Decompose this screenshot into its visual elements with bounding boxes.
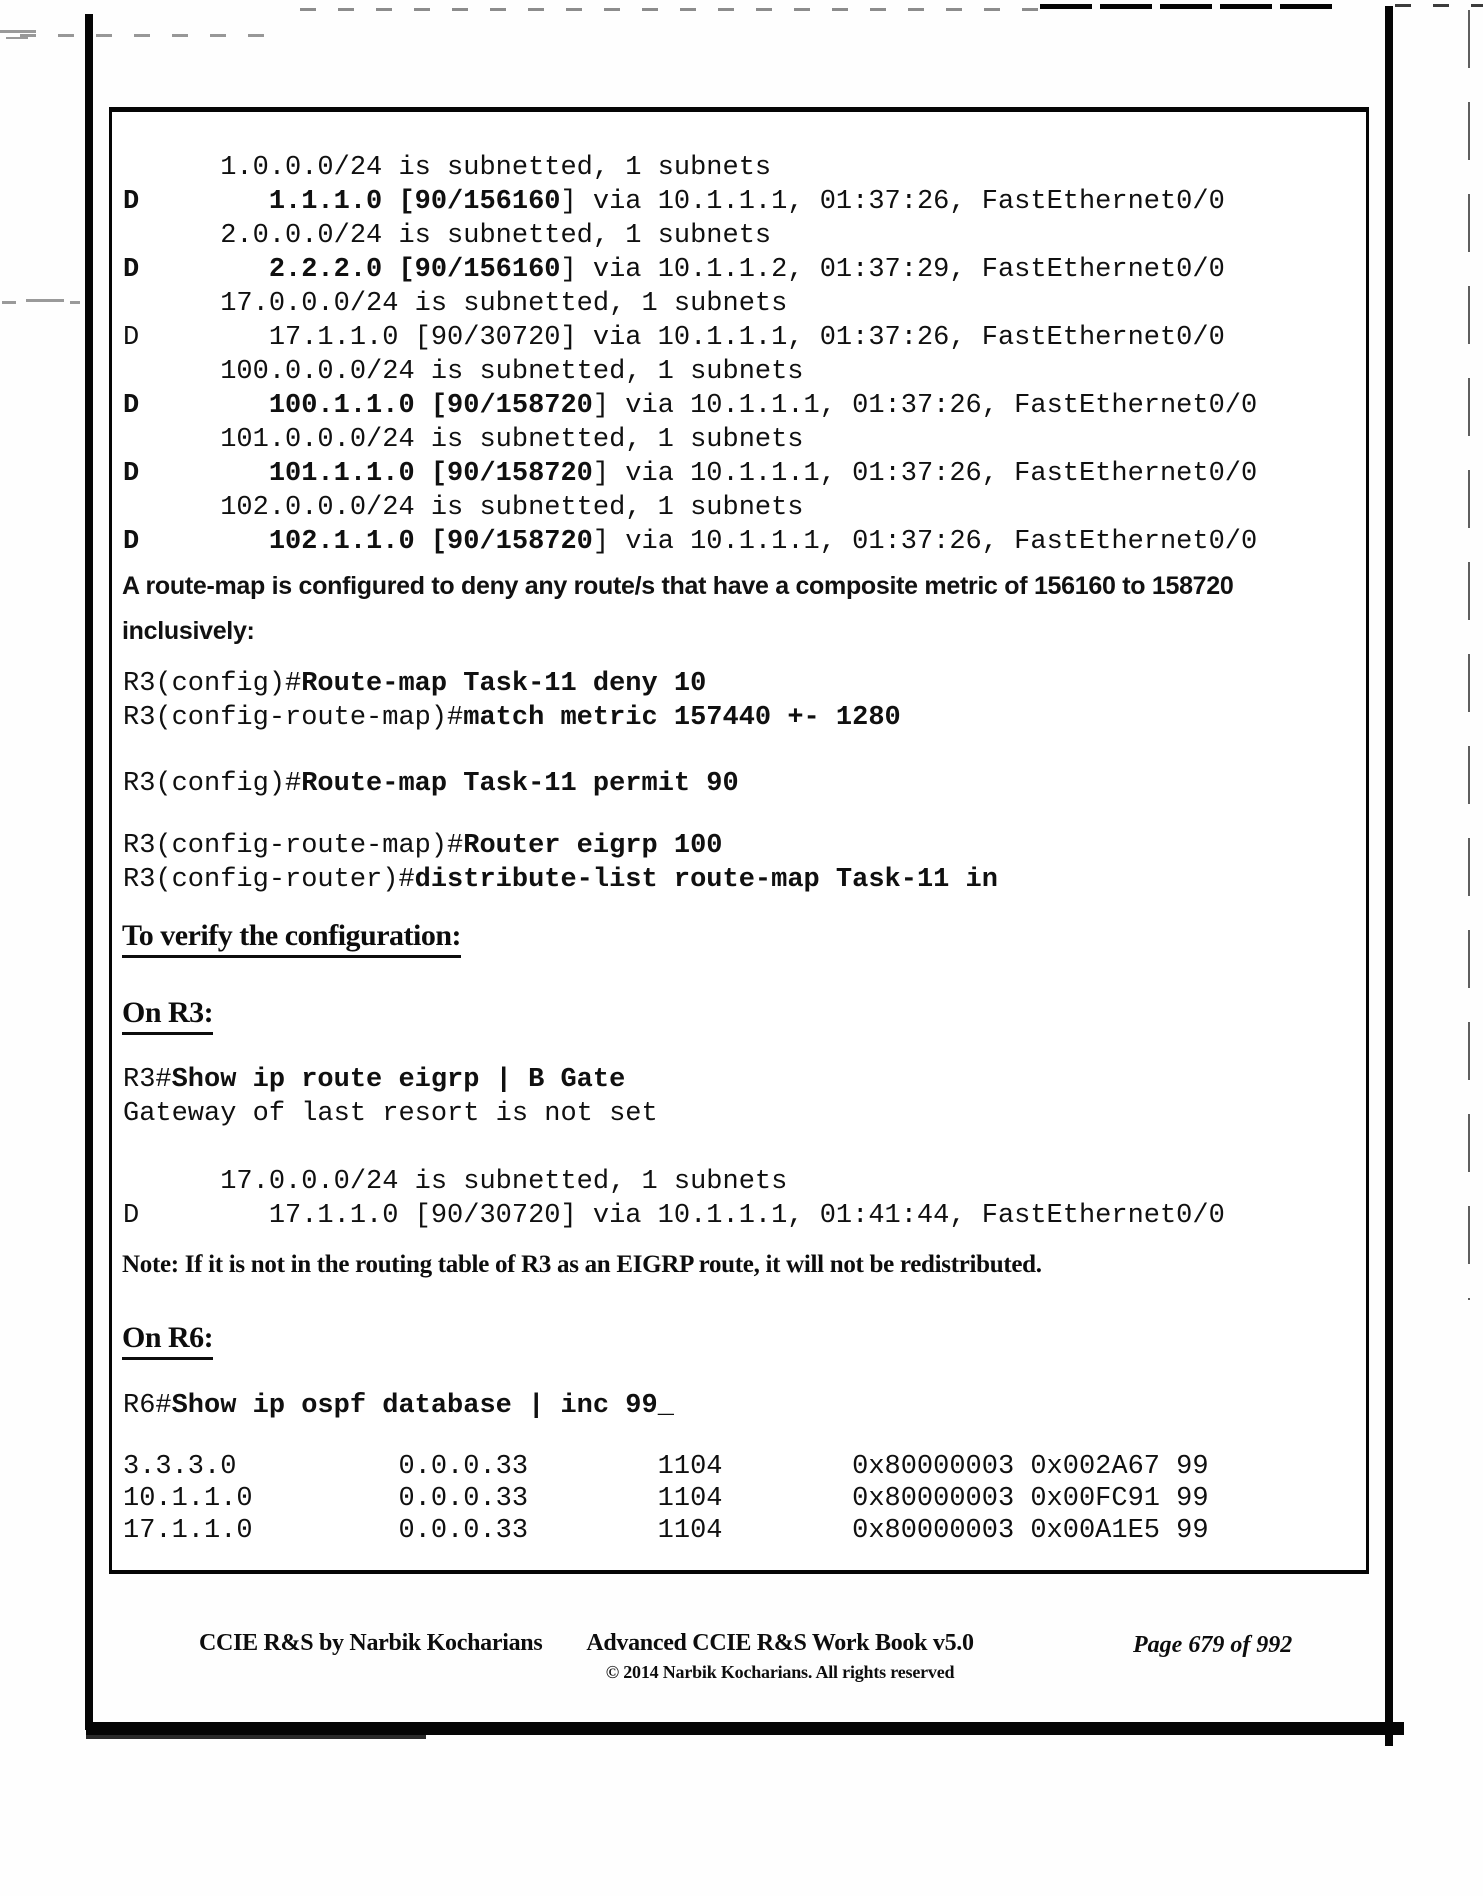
content-border-box bbox=[109, 107, 1369, 1574]
console-text: D 17.1.1.0 [90/30720] via 10.1.1.1, 01:41:44, FastEthernet0/0 bbox=[123, 1201, 1225, 1231]
console-text-bold: Show ip ospf database | inc 99 bbox=[171, 1391, 658, 1421]
console-text-bold: Route-map Task-11 permit 90 bbox=[301, 769, 739, 799]
console-text-bold: D 100.1.1.0 [90/158720 bbox=[123, 391, 593, 421]
console-block-r3-verify bbox=[123, 1063, 1362, 1233]
console-text: ] via 10.1.1.1, 01:37:26, FastEthernet0/0 bbox=[592, 459, 1258, 489]
scan-artifact-top-dashed-line bbox=[300, 8, 1060, 11]
scan-artifact-corner-mark bbox=[0, 30, 36, 33]
console-text: R6# bbox=[123, 1391, 172, 1421]
console-text: 10.1.1.0 0.0.0.33 1104 0x80000003 0x00FC91 99 bbox=[123, 1484, 1209, 1514]
console-line bbox=[123, 185, 1362, 219]
console-line bbox=[123, 253, 1362, 287]
footer-copyright: © 2014 Narbik Kocharians. All rights reserved bbox=[605, 1662, 955, 1682]
on-r3-heading bbox=[122, 996, 213, 1030]
left-page-rule bbox=[85, 14, 93, 1730]
right-edge-dashed-line bbox=[1468, 10, 1470, 1300]
console-line bbox=[123, 1483, 1362, 1515]
console-text: ] via 10.1.1.1, 01:37:26, FastEthernet0/0 bbox=[592, 391, 1258, 421]
right-page-rule bbox=[1385, 6, 1393, 1746]
console-text: 1.0.0.0/24 is subnetted, 1 subnets bbox=[123, 153, 772, 183]
intro-paragraph-line2: inclusively: bbox=[122, 617, 255, 645]
on-r6-heading bbox=[122, 1321, 213, 1355]
console-line bbox=[123, 1515, 1362, 1547]
console-text: 100.0.0.0/24 is subnetted, 1 subnets bbox=[123, 357, 804, 387]
console-text: 3.3.3.0 0.0.0.33 1104 0x80000003 0x002A67 99 bbox=[123, 1452, 1209, 1482]
console-line bbox=[123, 219, 1362, 253]
console-text: R3(config-route-map)# bbox=[123, 831, 464, 861]
console-text: R3(config)# bbox=[123, 769, 302, 799]
console-text: R3(config-router)# bbox=[123, 865, 415, 895]
scan-artifact-top-left-dashes bbox=[20, 34, 280, 37]
intro-paragraph bbox=[122, 564, 1234, 654]
scan-artifact-corner-mark2 bbox=[6, 37, 28, 39]
console-line bbox=[123, 701, 1362, 735]
console-text: 102.0.0.0/24 is subnetted, 1 subnets bbox=[123, 493, 804, 523]
footer-center bbox=[560, 1630, 1000, 1683]
console-text: 17.0.0.0/24 is subnetted, 1 subnets bbox=[123, 289, 788, 319]
console-text-bold: D 102.1.1.0 [90/158720 bbox=[123, 527, 593, 557]
console-text-bold: D 2.2.2.0 [90/156160 bbox=[123, 255, 561, 285]
console-line bbox=[123, 355, 1362, 389]
console-line bbox=[123, 1199, 1362, 1233]
console-text-bold: Show ip route eigrp | B Gate bbox=[171, 1065, 626, 1095]
scan-artifact-left-dash1 bbox=[2, 301, 16, 304]
console-text-bold: Router eigrp 100 bbox=[463, 831, 723, 861]
console-line bbox=[123, 1131, 1362, 1165]
console-line bbox=[123, 1389, 1362, 1423]
on-r3-heading-text: On R3: bbox=[122, 996, 213, 1035]
scan-artifact-top-right-dashes bbox=[1395, 4, 1483, 7]
bottom-page-rule bbox=[86, 1722, 1404, 1735]
intro-paragraph-line1: A route-map is configured to deny any route/s that have a composite metric of 156160 to 158720 bbox=[122, 572, 1234, 600]
console-text: D 17.1.1.0 [90/30720] via 10.1.1.1, 01:37:26, FastEthernet0/0 bbox=[123, 323, 1225, 353]
console-text: R3# bbox=[123, 1065, 172, 1095]
console-line bbox=[123, 457, 1362, 491]
console-text-bold: D 101.1.1.0 [90/158720 bbox=[123, 459, 593, 489]
console-text: Gateway of last resort is not set bbox=[123, 1099, 658, 1129]
console-block-r6-command bbox=[123, 1389, 1362, 1423]
console-line bbox=[123, 321, 1362, 355]
footer-book-title: Advanced CCIE R&S Work Book v5.0 bbox=[586, 1630, 974, 1656]
console-line bbox=[123, 1451, 1362, 1483]
console-line bbox=[123, 423, 1362, 457]
console-line bbox=[123, 1063, 1362, 1097]
console-text: ] via 10.1.1.2, 01:37:29, FastEthernet0/0 bbox=[560, 255, 1225, 285]
console-block-ospf-database bbox=[123, 1451, 1362, 1547]
console-text-bold: distribute-list route-map Task-11 in bbox=[414, 865, 998, 895]
footer-page-number: Page 679 of 992 bbox=[1133, 1632, 1293, 1658]
footer-author: CCIE R&S by Narbik Kocharians bbox=[199, 1630, 543, 1656]
console-text: R3(config-route-map)# bbox=[123, 703, 464, 733]
console-block-routemap-permit bbox=[123, 767, 1362, 801]
console-line bbox=[123, 287, 1362, 321]
console-line bbox=[123, 1097, 1362, 1131]
bottom-page-rule-tail bbox=[86, 1735, 426, 1739]
console-line bbox=[123, 767, 1362, 801]
console-text: ] via 10.1.1.1, 01:37:26, FastEthernet0/0 bbox=[592, 527, 1258, 557]
console-line bbox=[123, 829, 1362, 863]
console-text: 2.0.0.0/24 is subnetted, 1 subnets bbox=[123, 221, 772, 251]
console-line bbox=[123, 151, 1362, 185]
console-text-bold: D 1.1.1.0 [90/156160 bbox=[123, 187, 561, 217]
console-text: 17.0.0.0/24 is subnetted, 1 subnets bbox=[123, 1167, 788, 1197]
scan-artifact-left-dash2 bbox=[26, 299, 64, 302]
verify-heading bbox=[122, 919, 461, 953]
console-block-routemap-deny bbox=[123, 667, 1362, 735]
console-line bbox=[123, 525, 1362, 559]
console-text-bold: match metric 157440 +- 1280 bbox=[463, 703, 901, 733]
console-line bbox=[123, 667, 1362, 701]
console-text-bold: Route-map Task-11 deny 10 bbox=[301, 669, 707, 699]
console-block-routing-table bbox=[123, 151, 1362, 559]
on-r6-heading-text: On R6: bbox=[122, 1321, 213, 1360]
console-line bbox=[123, 1165, 1362, 1199]
console-line bbox=[123, 491, 1362, 525]
console-block-distribute-list bbox=[123, 829, 1362, 897]
console-text: _ bbox=[657, 1391, 674, 1421]
scan-artifact-top-heavy-dashes bbox=[1040, 4, 1340, 9]
console-text: 101.0.0.0/24 is subnetted, 1 subnets bbox=[123, 425, 804, 455]
console-text: R3(config)# bbox=[123, 669, 302, 699]
console-line bbox=[123, 389, 1362, 423]
console-text: 17.1.1.0 0.0.0.33 1104 0x80000003 0x00A1E5 99 bbox=[123, 1516, 1209, 1546]
console-text: ] via 10.1.1.1, 01:37:26, FastEthernet0/0 bbox=[560, 187, 1225, 217]
console-line bbox=[123, 863, 1362, 897]
verify-heading-text: To verify the configuration: bbox=[122, 919, 461, 958]
scan-artifact-left-dash3 bbox=[70, 301, 80, 304]
note-text: Note: If it is not in the routing table of R3 as an EIGRP route, it will not be redistributed. bbox=[122, 1251, 1042, 1278]
